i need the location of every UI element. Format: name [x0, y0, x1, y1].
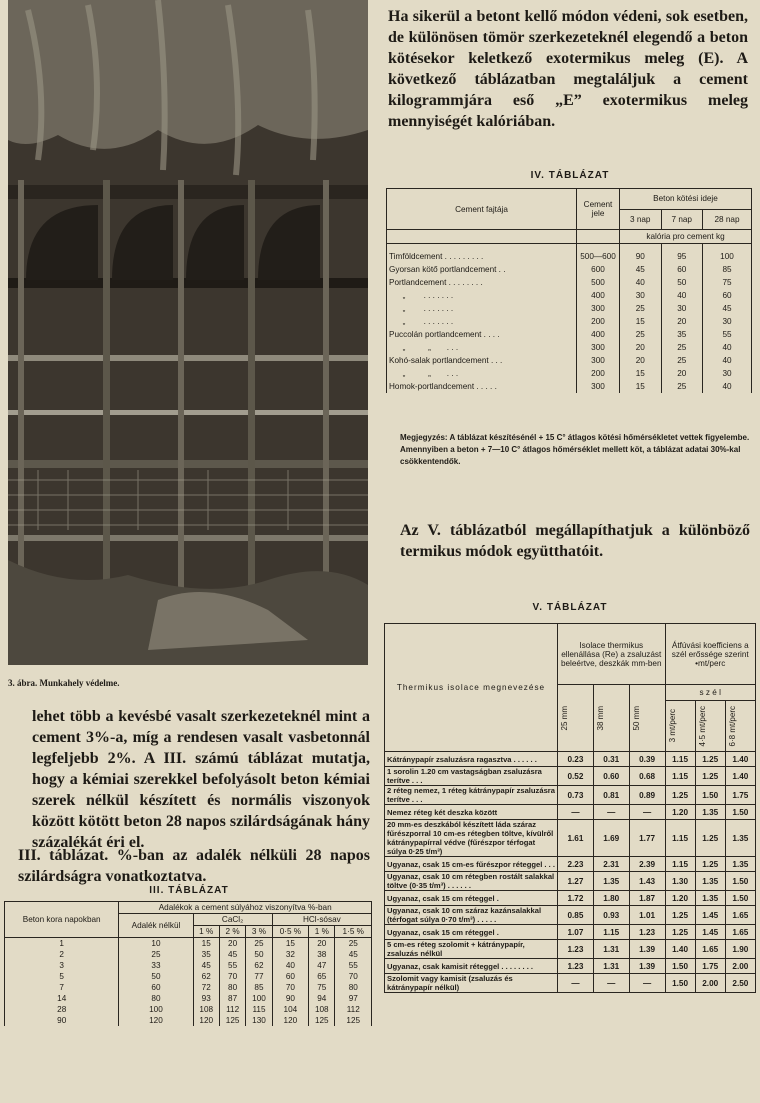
table4-cell: „ „ . . .: [387, 367, 577, 380]
table5-cell: Ugyanaz, csak 15 cm réteggel .: [385, 925, 558, 940]
table4-cell: Gyorsan kötő portlandcement . .: [387, 263, 577, 276]
table4-row: [387, 302, 752, 315]
t5-header-name: Thermikus isolace megnevezése: [385, 624, 558, 752]
table5-row: [385, 959, 756, 974]
table5-cell: 0.39: [629, 752, 665, 767]
table4-row: [387, 263, 752, 276]
table3-cell: 125: [219, 1015, 245, 1026]
table4-cell: 50: [661, 276, 703, 289]
table3-cell: 70: [272, 982, 308, 993]
table5-cell: 1.35: [695, 872, 725, 891]
table4-cell: 30: [620, 289, 662, 302]
t3-header-age: Beton kora napokban: [5, 902, 119, 938]
table4-cell: 20: [661, 367, 703, 380]
table5-cell: —: [558, 974, 594, 993]
table4-cell: 60: [703, 289, 752, 302]
table3-row: [5, 1004, 372, 1015]
t3-header-hcl: HCl-sósav: [272, 914, 371, 926]
table5-cell: 0.89: [629, 786, 665, 805]
table3-cell: 112: [335, 1004, 372, 1015]
t5-sub-6: 6·8 mt/perc: [727, 705, 737, 747]
photo-illustration: [8, 0, 368, 665]
table3-cell: 15: [272, 938, 308, 950]
right-paragraph-2: Az V. táblázatból megállapíthatjuk a különböző termikus módok együtthatóit.: [400, 522, 750, 560]
table3-cell: 72: [193, 982, 219, 993]
table3-cell: 90: [5, 1015, 119, 1026]
table4-cell: 75: [703, 276, 752, 289]
table3-row: [5, 1015, 372, 1026]
table4-cell: 30: [703, 367, 752, 380]
table5-cell: Ugyanaz, csak 10 cm rétegben rostált salakkal töltve (0·35 t/m³) . . . . . .: [385, 872, 558, 891]
table5-cell: 0.73: [558, 786, 594, 805]
table5-cell: 1.25: [665, 786, 695, 805]
table4-cell: 60: [661, 263, 703, 276]
table5-cell: 1.65: [725, 925, 755, 940]
table5-row: [385, 925, 756, 940]
table3-cell: 60: [119, 982, 193, 993]
table4-cell: 95: [661, 244, 703, 264]
table3-cell: 3: [5, 960, 119, 971]
table5-cell: 1.35: [593, 872, 629, 891]
table4-cell: 500: [577, 276, 620, 289]
table4-row: [387, 380, 752, 393]
table4-cell: 15: [620, 315, 662, 328]
table4-note: Megjegyzés: A táblázat készítésénél + 15 C° átlagos kötési hőmérsékletet vettek figyelembe. Amennyiben a beton + 7—10 C° átlagos hőmérséklet mellett köt, a táblázat adatai 30%-kal csökkentendők.: [400, 433, 750, 466]
table5-cell: 2.00: [695, 974, 725, 993]
table5-cell: 1.25: [695, 767, 725, 786]
table3-cell: 47: [309, 960, 335, 971]
table4-cell: 55: [703, 328, 752, 341]
table4-row: [387, 328, 752, 341]
table5-cell: 1.45: [695, 906, 725, 925]
table5-cell: 1.15: [665, 752, 695, 767]
t3-header-cacl: CaCl₂: [193, 914, 272, 926]
table5-cell: 1.15: [593, 925, 629, 940]
table5-cell: 0.68: [629, 767, 665, 786]
table3-cell: 7: [5, 982, 119, 993]
table3-row: [5, 938, 372, 950]
table5-row: [385, 767, 756, 786]
table5-cell: 0.60: [593, 767, 629, 786]
table5: [384, 623, 756, 993]
table4-cell: Puccolán portlandcement . . . .: [387, 328, 577, 341]
table4-cell: 200: [577, 367, 620, 380]
table5-cell: 1.40: [665, 940, 695, 959]
table4-cell: 40: [703, 341, 752, 354]
table5-cell: 1.43: [629, 872, 665, 891]
table3-cell: 28: [5, 1004, 119, 1015]
t3-sub-5: 1 %: [309, 926, 335, 938]
table5-cell: 1.50: [725, 891, 755, 906]
t4-header-type: Cement fajtája: [387, 189, 577, 230]
table5-cell: 2.31: [593, 857, 629, 872]
t5-sub-2: 38 mm: [595, 705, 605, 731]
table5-cell: 1.35: [725, 857, 755, 872]
table5-cell: —: [629, 974, 665, 993]
table5-cell: 1.25: [665, 906, 695, 925]
t4-day-2: 7 nap: [661, 209, 703, 230]
table3-cell: 112: [219, 1004, 245, 1015]
t5-header-iso: Isolace thermikus ellenállása (Re) a zsaluzást beleértve, deszkák mm-ben: [558, 624, 666, 685]
table4-cell: 40: [620, 276, 662, 289]
table5-cell: 1.45: [695, 925, 725, 940]
table5-cell: Szolomit vagy kamisit (zsaluzás és kátránypapír nélkül): [385, 974, 558, 993]
table3-cell: 97: [335, 993, 372, 1004]
table4-cell: 45: [620, 263, 662, 276]
table4-row: [387, 244, 752, 264]
table5-cell: Ugyanaz, csak kamisit réteggel . . . . . . . .: [385, 959, 558, 974]
table3-cell: 104: [272, 1004, 308, 1015]
t5-sub-1: 25 mm: [560, 705, 569, 731]
table5-cell: 1.40: [725, 752, 755, 767]
table5-cell: 1.77: [629, 820, 665, 857]
table5-cell: 1.15: [665, 820, 695, 857]
table5-row: [385, 872, 756, 891]
table5-cell: 1.20: [665, 805, 695, 820]
table5-cell: 1.50: [695, 786, 725, 805]
table5-cell: —: [593, 805, 629, 820]
table5-cell: 1.35: [695, 805, 725, 820]
table3-cell: 1: [5, 938, 119, 950]
table4-cell: 300: [577, 341, 620, 354]
table5-cell: 1.31: [593, 959, 629, 974]
table3-cell: 87: [219, 993, 245, 1004]
table5-cell: 1.35: [725, 820, 755, 857]
table3-cell: 75: [309, 982, 335, 993]
table3-cell: 77: [246, 971, 272, 982]
table4-cell: 15: [620, 367, 662, 380]
table4-cell: 25: [620, 328, 662, 341]
table4-cell: „ . . . . . . .: [387, 302, 577, 315]
table5-cell: 1 sorolin 1.20 cm vastagságban zsaluzásra terítve . . .: [385, 767, 558, 786]
t4-day-3: 28 nap: [703, 209, 752, 230]
table5-cell: 1.07: [558, 925, 594, 940]
table3-cell: 120: [193, 1015, 219, 1026]
table5-cell: 1.69: [593, 820, 629, 857]
left-paragraph-2: III. táblázat. %-ban az adalék nélküli 28 napos szilárdságra vonatkoztatva.: [18, 847, 370, 885]
right-paragraph-1: Ha sikerül a betont kellő módon védeni, sok esetben, de különösen tömör szerkezeteknél elegendő a beton kötésekor keletkező exotermikus meleg (E). A következő táblázatban megtaláljuk a cement kilogrammjára eső „E” exotermikus meleg mennyiségét kalóriában.: [388, 8, 748, 130]
table5-cell: 0.85: [558, 906, 594, 925]
t3-sub-6: 1·5 %: [335, 926, 372, 938]
table4-cell: 25: [661, 354, 703, 367]
t3-header-group: Adalékok a cement súlyához viszonyítva %-ban: [119, 902, 372, 914]
table4-row: [387, 354, 752, 367]
table4-cell: 30: [703, 315, 752, 328]
table3-cell: 55: [219, 960, 245, 971]
table5-cell: 1.65: [695, 940, 725, 959]
table3-cell: 40: [272, 960, 308, 971]
table5-row: [385, 752, 756, 767]
table3-cell: 32: [272, 949, 308, 960]
table3-cell: 85: [246, 982, 272, 993]
table4-cell: 85: [703, 263, 752, 276]
table3-cell: 80: [119, 993, 193, 1004]
table3-cell: 70: [335, 971, 372, 982]
table5-cell: 1.50: [665, 959, 695, 974]
table3-cell: 50: [119, 971, 193, 982]
table5-cell: —: [629, 805, 665, 820]
table5-cell: 0.31: [593, 752, 629, 767]
table3-row: [5, 971, 372, 982]
table4-cell: 400: [577, 328, 620, 341]
table5-cell: Ugyanaz, csak 15 cm réteggel .: [385, 891, 558, 906]
table3-cell: 45: [335, 949, 372, 960]
table5-row: [385, 820, 756, 857]
table5-cell: 1.50: [725, 805, 755, 820]
table5-cell: —: [593, 974, 629, 993]
table3-cell: 60: [272, 971, 308, 982]
table4-cell: 25: [620, 302, 662, 315]
table4-cell: Timföldcement . . . . . . . . .: [387, 244, 577, 264]
t5-header-coef: Átfúvási koefficiens a szél erőssége szerint •mt/perc: [665, 624, 756, 685]
table3-title: III. TÁBLÁZAT: [149, 885, 229, 896]
table3-cell: 14: [5, 993, 119, 1004]
table4-cell: 15: [620, 380, 662, 393]
table4-row: [387, 341, 752, 354]
table3-cell: 65: [309, 971, 335, 982]
table3-cell: 62: [193, 971, 219, 982]
table5-cell: 1.25: [695, 752, 725, 767]
t4-header-mark: Cement jele: [577, 189, 620, 230]
table5-cell: 1.50: [665, 974, 695, 993]
table3-cell: 100: [246, 993, 272, 1004]
table4-row: [387, 289, 752, 302]
table5-cell: Kátránypapír zsaluzásra ragasztva . . . . . .: [385, 752, 558, 767]
t4-header-unit: kalória pro cement kg: [620, 230, 752, 244]
table5-cell: 1.23: [629, 925, 665, 940]
table5-row: [385, 974, 756, 993]
table5-cell: 1.39: [629, 940, 665, 959]
table4-cell: Portlandcement . . . . . . . .: [387, 276, 577, 289]
table5-row: [385, 891, 756, 906]
table5-cell: 1.25: [695, 820, 725, 857]
table3-cell: 100: [119, 1004, 193, 1015]
table3-cell: 38: [309, 949, 335, 960]
table4-cell: 300: [577, 302, 620, 315]
table3-cell: 80: [219, 982, 245, 993]
table3-row: [5, 993, 372, 1004]
table5-row: [385, 940, 756, 959]
table5-cell: 2.39: [629, 857, 665, 872]
table5-cell: 1.25: [665, 925, 695, 940]
table3-cell: 25: [119, 949, 193, 960]
table5-cell: 0.23: [558, 752, 594, 767]
table4-cell: 40: [703, 380, 752, 393]
table5-cell: 1.75: [695, 959, 725, 974]
table3-cell: 62: [246, 960, 272, 971]
table4-cell: 20: [620, 341, 662, 354]
table5-cell: Ugyanaz, csak 10 cm száraz kazánsalakkal (térfogat súlya 0·70 t/m³) . . . . .: [385, 906, 558, 925]
table5-cell: 1.15: [665, 857, 695, 872]
table4-row: [387, 315, 752, 328]
t3-sub-1: 1 %: [193, 926, 219, 938]
table5-cell: 1.35: [695, 891, 725, 906]
table5-cell: 1.39: [629, 959, 665, 974]
table3-cell: 125: [309, 1015, 335, 1026]
table4-cell: 100: [703, 244, 752, 264]
table4-cell: 300: [577, 354, 620, 367]
t3-sub-2: 2 %: [219, 926, 245, 938]
table4-cell: 40: [661, 289, 703, 302]
table4-row: [387, 276, 752, 289]
table4-cell: 35: [661, 328, 703, 341]
table5-cell: 1.65: [725, 906, 755, 925]
table4-cell: 25: [661, 341, 703, 354]
table5-cell: 1.30: [665, 872, 695, 891]
table5-cell: 20 mm-es deszkából készített láda száraz fűrészporral 10 cm-es rétegben töltve, kívülről kátránypapírral védve (fűrészpor térfogat súlya 0·25 t/m³): [385, 820, 558, 857]
table3-cell: 108: [193, 1004, 219, 1015]
t5-sub-3: 50 mm: [631, 705, 641, 731]
table3: [4, 901, 372, 1026]
table4-title: IV. TÁBLÁZAT: [530, 170, 610, 181]
table5-cell: 0.52: [558, 767, 594, 786]
t3-header-none: Adalék nélkül: [119, 914, 193, 938]
table5-row: [385, 906, 756, 925]
table5-row: [385, 805, 756, 820]
table3-cell: 20: [219, 938, 245, 950]
table5-cell: 1.01: [629, 906, 665, 925]
table5-cell: 1.80: [593, 891, 629, 906]
table5-cell: 1.27: [558, 872, 594, 891]
t3-sub-3: 3 %: [246, 926, 272, 938]
table5-cell: 1.61: [558, 820, 594, 857]
table5-cell: 2.50: [725, 974, 755, 993]
table5-cell: Ugyanaz, csak 15 cm-es fűrészpor réteggel . . .: [385, 857, 558, 872]
table5-cell: 1.23: [558, 959, 594, 974]
table4-cell: 25: [661, 380, 703, 393]
table3-cell: 15: [193, 938, 219, 950]
table5-row: [385, 857, 756, 872]
table5-cell: 1.75: [725, 786, 755, 805]
table4-cell: 20: [661, 315, 703, 328]
figure-caption: 3. ábra. Munkahely védelme.: [8, 678, 120, 688]
table4-cell: „ „ . . .: [387, 341, 577, 354]
table4-cell: 45: [703, 302, 752, 315]
table4-cell: 40: [703, 354, 752, 367]
table3-cell: 125: [335, 1015, 372, 1026]
table3-cell: 80: [335, 982, 372, 993]
table5-title: V. TÁBLÁZAT: [532, 602, 608, 613]
table4-cell: 90: [620, 244, 662, 264]
table3-cell: 108: [309, 1004, 335, 1015]
table4-cell: 500—600: [577, 244, 620, 264]
table5-cell: 5 cm-es réteg szolomit + kátránypapír, zsaluzás nélkül: [385, 940, 558, 959]
table3-cell: 20: [309, 938, 335, 950]
table3-cell: 90: [272, 993, 308, 1004]
table5-cell: 0.93: [593, 906, 629, 925]
table5-cell: 2.00: [725, 959, 755, 974]
table3-cell: 25: [335, 938, 372, 950]
table5-cell: 1.72: [558, 891, 594, 906]
table5-cell: 1.15: [665, 767, 695, 786]
table5-cell: 1.50: [725, 872, 755, 891]
table5-cell: 1.25: [695, 857, 725, 872]
table4-cell: 20: [620, 354, 662, 367]
table3-cell: 25: [246, 938, 272, 950]
table5-cell: Nemez réteg két deszka között: [385, 805, 558, 820]
table4-cell: „ . . . . . . .: [387, 315, 577, 328]
table3-row: [5, 960, 372, 971]
table5-cell: 1.20: [665, 891, 695, 906]
construction-site-photo: [8, 0, 368, 665]
t4-header-time: Beton kötési ideje: [620, 189, 752, 210]
table3-cell: 94: [309, 993, 335, 1004]
table5-cell: —: [558, 805, 594, 820]
table4-cell: „ . . . . . . .: [387, 289, 577, 302]
t4-day-1: 3 nap: [620, 209, 662, 230]
table3-cell: 130: [246, 1015, 272, 1026]
table3-cell: 115: [246, 1004, 272, 1015]
t3-sub-4: 0·5 %: [272, 926, 308, 938]
t5-sub-4: 3 mt/perc: [667, 709, 677, 743]
table5-cell: 1.31: [593, 940, 629, 959]
table4-cell: Homok-portlandcement . . . . .: [387, 380, 577, 393]
table4-cell: 400: [577, 289, 620, 302]
table5-cell: 1.23: [558, 940, 594, 959]
table5-cell: 1.87: [629, 891, 665, 906]
table5-row: [385, 786, 756, 805]
table5-cell: 1.40: [725, 767, 755, 786]
t5-header-wind: s z é l: [665, 685, 756, 701]
table4: [386, 188, 752, 393]
table3-cell: 120: [272, 1015, 308, 1026]
table3-cell: 2: [5, 949, 119, 960]
table3-cell: 10: [119, 938, 193, 950]
table3-row: [5, 982, 372, 993]
table3-cell: 120: [119, 1015, 193, 1026]
table5-cell: 1.90: [725, 940, 755, 959]
table3-cell: 45: [219, 949, 245, 960]
table3-cell: 33: [119, 960, 193, 971]
table4-cell: 200: [577, 315, 620, 328]
table3-cell: 93: [193, 993, 219, 1004]
table4-cell: 600: [577, 263, 620, 276]
table5-cell: 0.81: [593, 786, 629, 805]
table4-cell: 30: [661, 302, 703, 315]
t5-sub-5: 4·5 mt/perc: [697, 705, 707, 747]
table3-cell: 45: [193, 960, 219, 971]
table4-cell: 300: [577, 380, 620, 393]
table4-cell: Kohó-salak portlandcement . . .: [387, 354, 577, 367]
table3-cell: 70: [219, 971, 245, 982]
table4-row: [387, 367, 752, 380]
table5-cell: 2.23: [558, 857, 594, 872]
table3-cell: 55: [335, 960, 372, 971]
table3-cell: 35: [193, 949, 219, 960]
left-paragraph: lehet több a kevésbé vasalt szerkezeteknél mint a cement 3%-a, míg a rendesen vasalt vasbetonnál legfeljebb 2%. A III. számú táblázat mutatja, hogy a kémiai szerekkel befolyásolt beton kémiai szerek nélkül készített és normális viszonyok között kötött beton 28 napos szilárdságának hány százalékát éri el.: [32, 708, 370, 851]
table3-cell: 5: [5, 971, 119, 982]
table3-cell: 50: [246, 949, 272, 960]
table3-row: [5, 949, 372, 960]
table5-cell: 2 réteg nemez, 1 réteg kátránypapír zsaluzásra terítve . . .: [385, 786, 558, 805]
